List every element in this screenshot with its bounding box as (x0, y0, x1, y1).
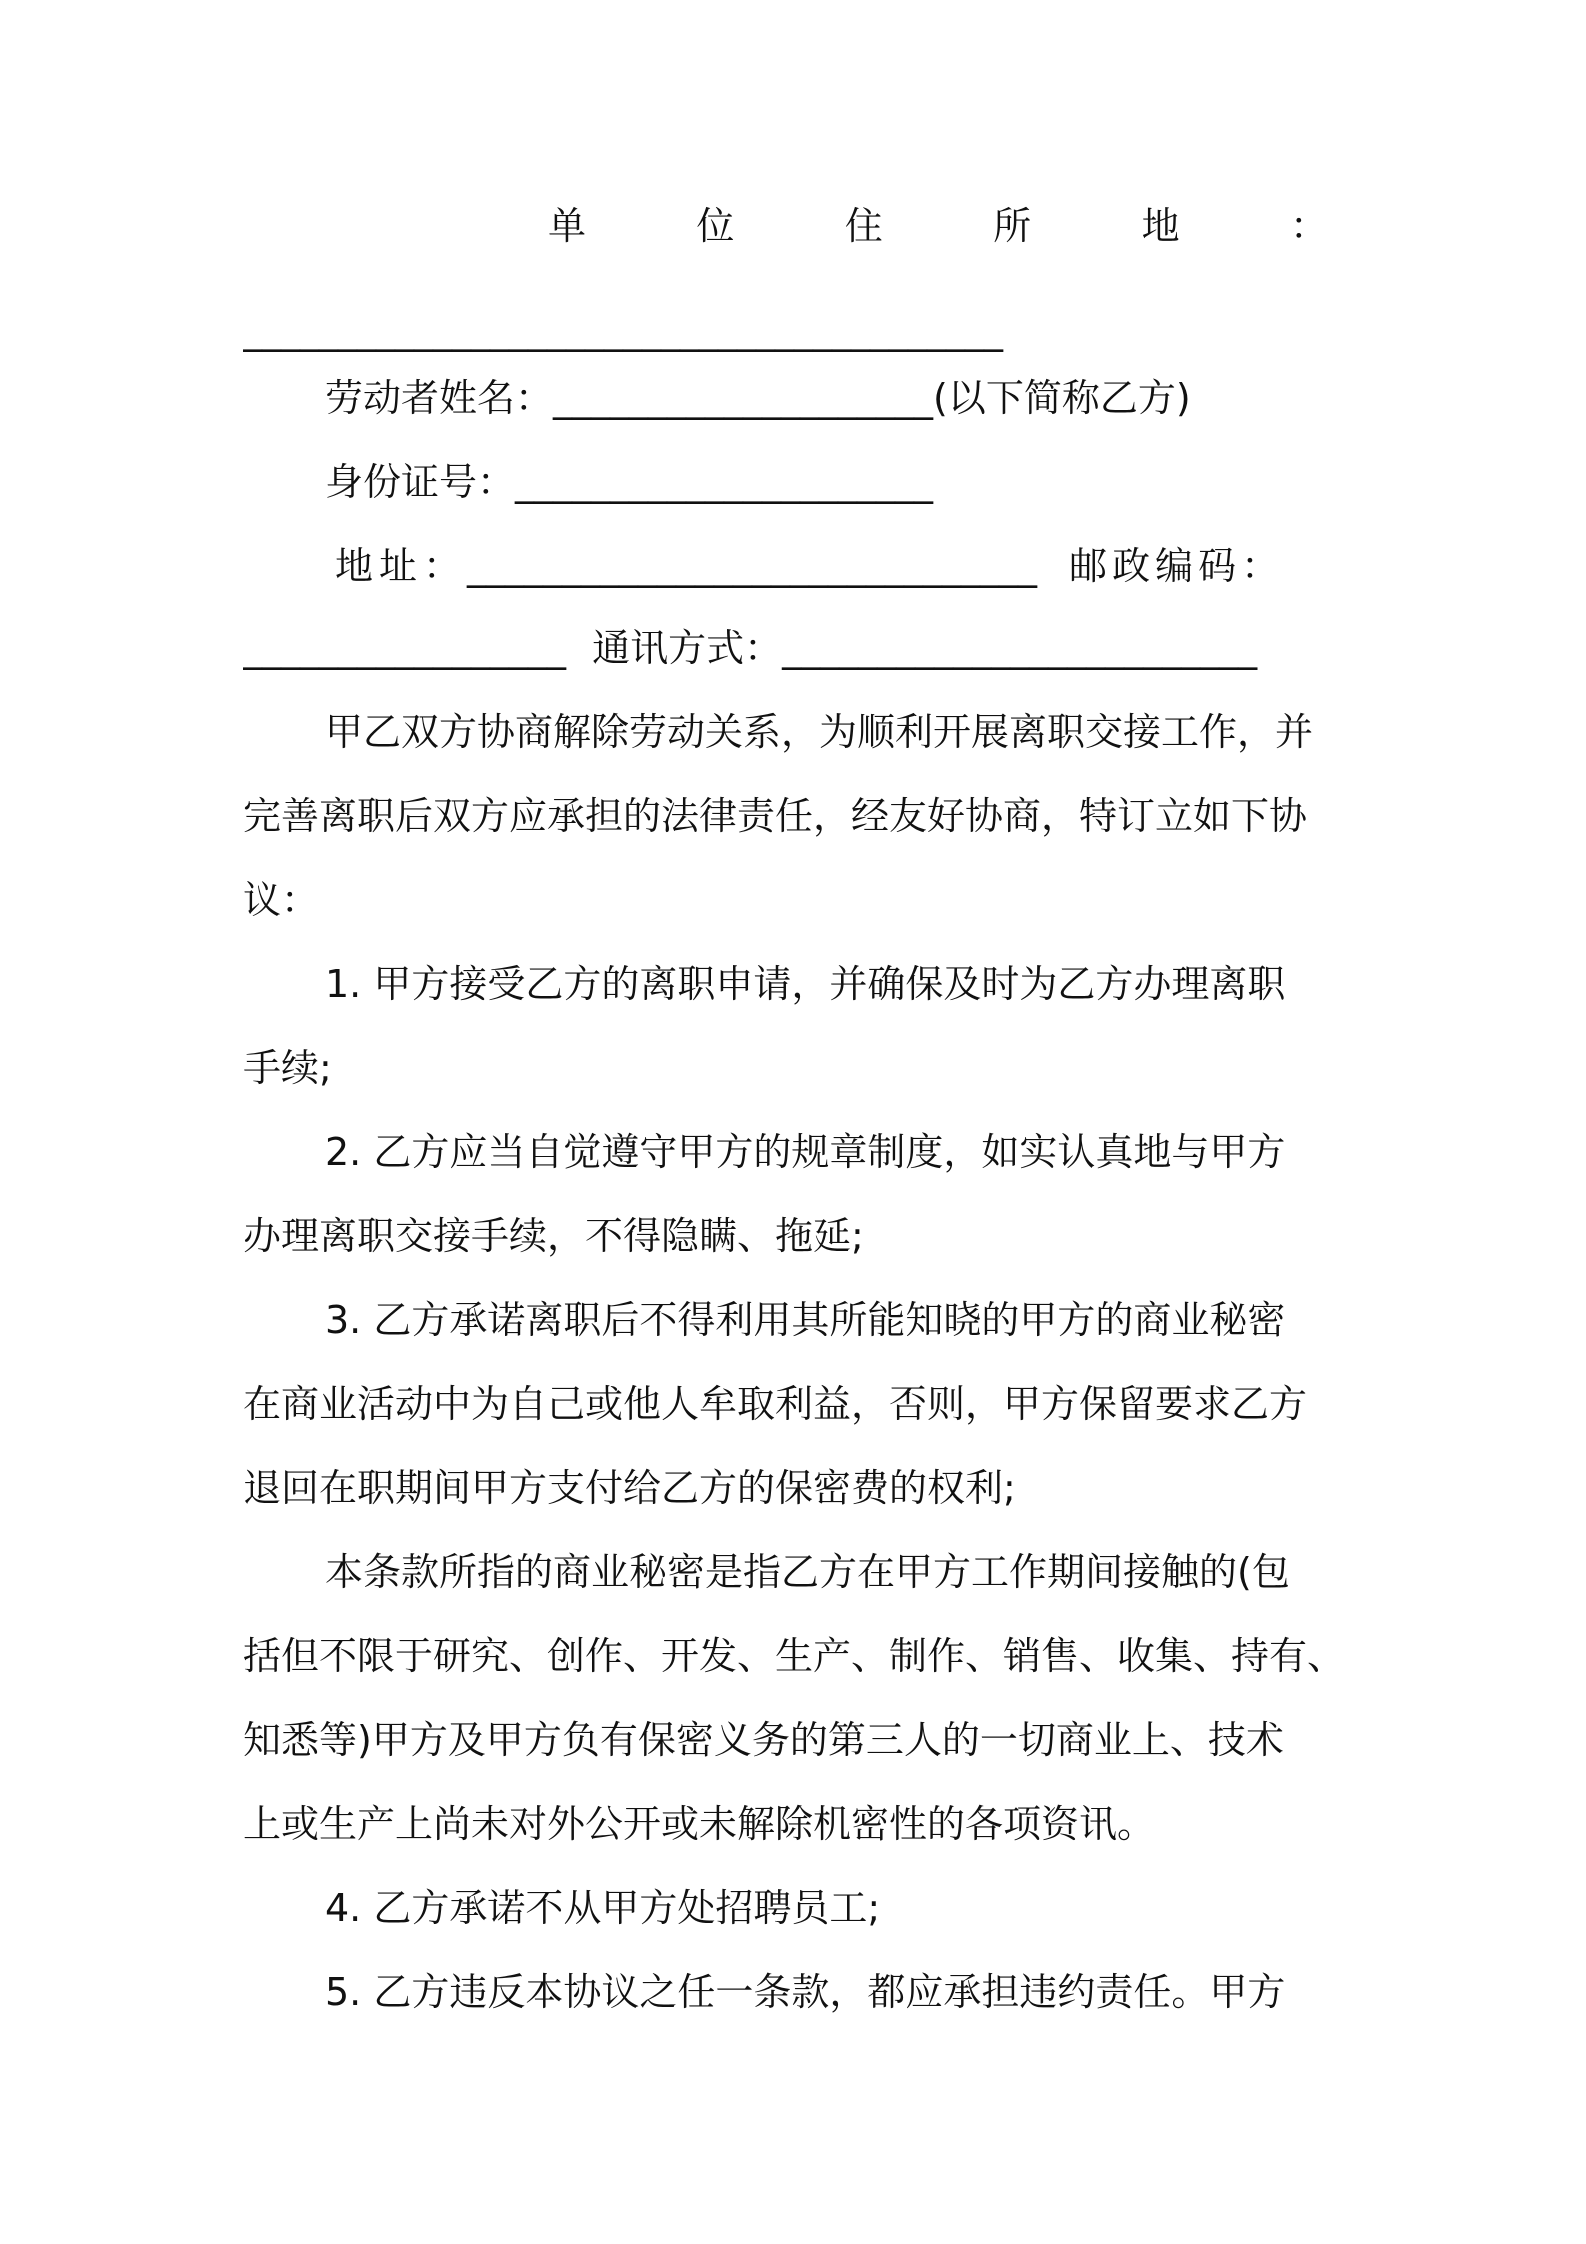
postal-code-blank: _________________ (243, 626, 566, 670)
address-char: 单 (548, 204, 587, 248)
worker-name-suffix: (以下简称乙方) (933, 376, 1191, 420)
clause-line-2: 括但不限于研究、创作、开发、生产、制作、销售、收集、持有、 (243, 1634, 1346, 1678)
intro-line-2: 完善离职后双方应承担的法律责任，经友好协商，特订立如下协 (243, 794, 1308, 838)
item-3-line-3: 退回在职期间甲方支付给乙方的保密费的权利; (243, 1466, 1016, 1510)
contact-row (243, 622, 1358, 674)
item-2-line-1: 2. 乙方应当自觉遵守甲方的规章制度，如实认真地与甲方 (325, 1130, 1286, 1174)
intro-line-3: 议： (243, 878, 320, 922)
unit-address-blank: ________________________________________ (243, 308, 1003, 352)
item-1-line-1: 1. 甲方接受乙方的离职申请，并确保及时为乙方办理离职 (325, 962, 1286, 1006)
address-blank: ______________________________ (467, 544, 1038, 588)
item-1-line-2: 手续; (243, 1046, 332, 1090)
item-2-line-2: 办理离职交接手续，不得隐瞒、拖延; (243, 1214, 864, 1258)
address-label: 地址： (335, 544, 468, 588)
id-number-blank: ______________________ (515, 460, 934, 504)
unit-address-label (548, 200, 1328, 252)
item-3-line-2: 在商业活动中为自己或他人牟取利益，否则，甲方保留要求乙方 (243, 1382, 1308, 1426)
address-char: 住 (844, 204, 883, 248)
address-char: 地 (1141, 204, 1180, 248)
address-char: 位 (696, 204, 735, 248)
item-5-line-1: 5. 乙方违反本协议之任一条款，都应承担违约责任。甲方 (325, 1970, 1286, 2014)
id-number-row (243, 456, 1358, 508)
address-row (243, 540, 1358, 592)
clause-line-3: 知悉等)甲方及甲方负有保密义务的第三人的一切商业上、技术 (243, 1718, 1284, 1762)
address-char: ： (1289, 204, 1328, 248)
id-number-label: 身份证号： (325, 460, 516, 504)
item-3-line-1: 3. 乙方承诺离职后不得利用其所能知晓的甲方的商业秘密 (325, 1298, 1286, 1342)
worker-name-label: 劳动者姓名： (325, 376, 554, 420)
contact-label: 通讯方式： (592, 626, 783, 670)
worker-name-blank: ____________________ (553, 376, 934, 420)
item-4-line-1: 4. 乙方承诺不从甲方处招聘员工; (325, 1886, 881, 1930)
worker-name-row (243, 372, 1358, 424)
clause-line-1: 本条款所指的商业秘密是指乙方在甲方工作期间接触的(包 (325, 1550, 1290, 1594)
clause-line-4: 上或生产上尚未对外公开或未解除机密性的各项资讯。 (243, 1802, 1156, 1846)
postal-code-label: 邮政编码： (1069, 544, 1285, 588)
intro-line-1: 甲乙双方协商解除劳动关系，为顺利开展离职交接工作，并 (325, 710, 1314, 754)
address-char: 所 (993, 204, 1032, 248)
contact-blank: _________________________ (782, 626, 1258, 670)
